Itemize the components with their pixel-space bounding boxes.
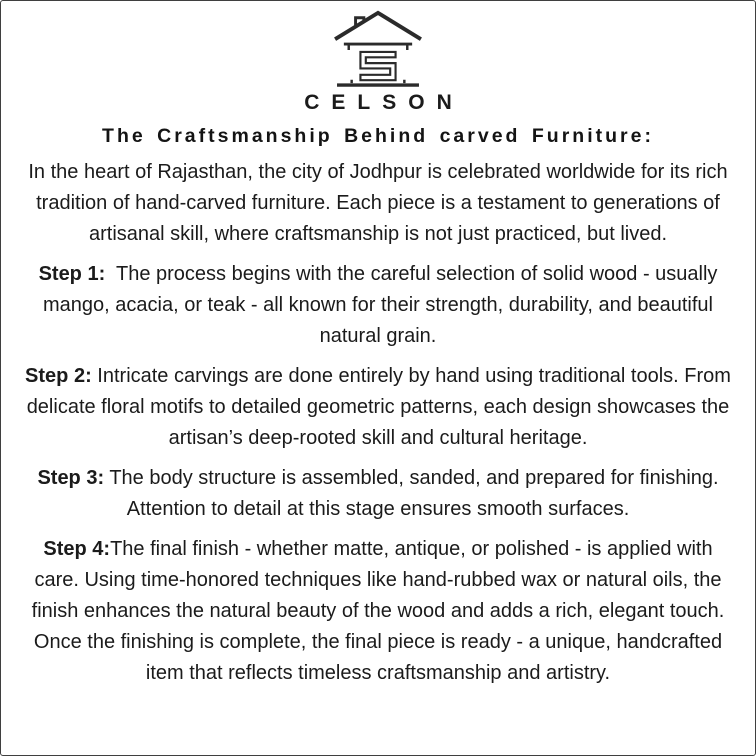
paragraph-text: The final finish - whether matte, antique, or polished - is applied with care. Using time-honored techniques like hand-rubbed wax or natural oils, the finish enhances the natural beauty of the wood and adds a rich, elegant touch. bbox=[31, 538, 725, 622]
paragraph-text: The body structure is assembled, sanded, and prepared for finishing. Attention to detail at this stage ensures smooth surfaces. bbox=[104, 467, 719, 520]
paragraph-text: Once the finishing is complete, the final piece is ready - a unique, handcrafted item that reflects timeless craftsmanship and artistry. bbox=[33, 631, 723, 684]
step-2-label: Step 2: bbox=[25, 365, 92, 387]
paragraph-text: The process begins with the careful selection of solid wood - usually mango, acacia, or teak - all known for their strength, durability, and beautiful natural grain. bbox=[43, 263, 718, 347]
paragraph-step-3 bbox=[23, 463, 733, 525]
step-3-label: Step 3: bbox=[37, 467, 105, 489]
s-monogram bbox=[360, 52, 395, 80]
paragraph-text: Intricate carvings are done entirely by hand using traditional tools. From delicate floral motifs to detailed geometric patterns, each design showcases the artisan’s deep-rooted skill and cultural heritage. bbox=[26, 365, 731, 449]
celson-house-logo-icon bbox=[328, 8, 428, 88]
step-1-label: Step 1: bbox=[38, 263, 106, 285]
brand-logo bbox=[23, 8, 733, 115]
paragraph-step-1 bbox=[23, 259, 733, 352]
page-title: The Craftsmanship Behind carved Furniture: bbox=[102, 125, 654, 147]
brand-name: CELSON bbox=[304, 91, 464, 114]
paragraph-text: In the heart of Rajasthan, the city of Jodhpur is celebrated worldwide for its rich tradition of hand-carved furniture. Each piece is a testament to generations of artisanal skill, where craftsmanship is not just practiced, but lived. bbox=[28, 161, 728, 245]
paragraph-step-4 bbox=[23, 534, 733, 627]
paragraph-intro bbox=[23, 157, 733, 250]
roof-shape bbox=[335, 13, 421, 39]
paragraph-step-2 bbox=[23, 361, 733, 454]
paragraph-closing bbox=[23, 627, 733, 689]
eave-ticks bbox=[349, 46, 408, 50]
step-4-label: Step 4: bbox=[43, 538, 111, 560]
